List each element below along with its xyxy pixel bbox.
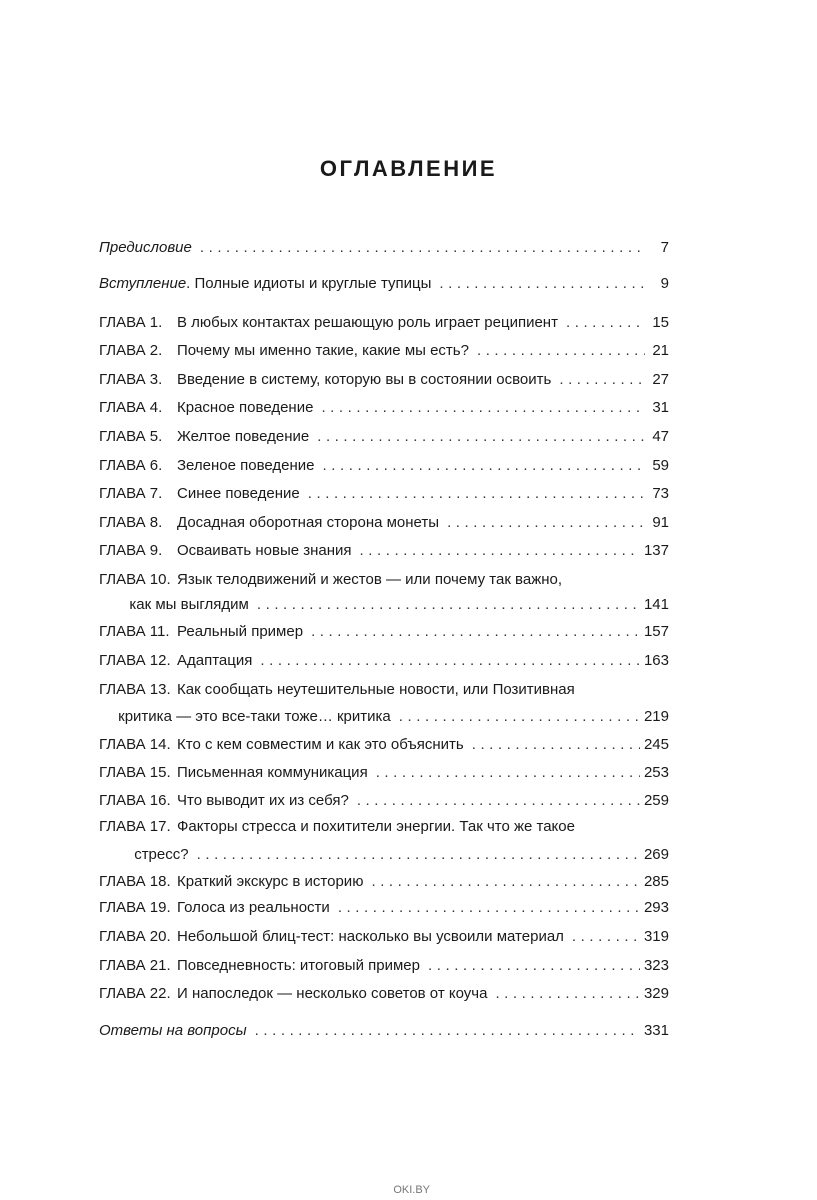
page-number: 245 <box>643 736 669 753</box>
page-number: 319 <box>643 928 669 945</box>
page-number: 27 <box>652 371 669 388</box>
toc-entry[interactable] <box>99 813 669 840</box>
toc-entry[interactable] <box>99 509 669 536</box>
dot-leader <box>321 394 645 421</box>
dot-leader <box>559 366 645 393</box>
chapter-number: ГЛАВА 20. <box>99 928 171 945</box>
chapter-title: Досадная оборотная сторона монеты <box>177 514 440 531</box>
toc-entry-title <box>99 480 300 507</box>
dot-leader <box>371 868 640 895</box>
toc-entry-title <box>99 566 562 593</box>
toc-entry-title <box>99 813 575 840</box>
toc-entry-title <box>99 509 439 536</box>
page-number: 163 <box>643 652 669 669</box>
toc-entry-continuation[interactable] <box>99 841 669 868</box>
page-number: 91 <box>652 514 669 531</box>
page-number: 331 <box>643 1022 669 1039</box>
page-title: ОГЛАВЛЕНИЕ <box>319 156 498 181</box>
chapter-title: Письменная коммуникация <box>177 764 368 781</box>
toc-entry-title <box>99 952 420 979</box>
chapter-number: ГЛАВА 2. <box>99 342 163 359</box>
page-number: 7 <box>660 239 669 256</box>
chapter-title: Что выводит их из себя? <box>177 792 349 809</box>
dot-leader <box>477 337 645 364</box>
toc-entry[interactable] <box>99 980 669 1007</box>
page-number: 73 <box>652 485 669 502</box>
section-name: Ответы на вопросы <box>99 1022 247 1039</box>
chapter-title: Кто с кем совместим и как это объяснить <box>177 736 464 753</box>
page-number: 285 <box>643 873 669 890</box>
toc-entry-title <box>99 309 558 336</box>
toc-entry-title <box>99 337 469 364</box>
toc-entry[interactable] <box>99 537 669 564</box>
chapter-title: И напоследок — несколько советов от коуча <box>177 985 488 1002</box>
chapter-number: ГЛАВА 17. <box>99 818 171 835</box>
chapter-title: Реальный пример <box>177 623 304 640</box>
chapter-title: Как сообщать неутешительные новости, или Позитивная <box>177 681 575 698</box>
toc-entry-continuation[interactable] <box>99 591 669 618</box>
chapter-title: Осваивать новые знания <box>177 542 352 559</box>
toc-entry[interactable] <box>99 894 669 921</box>
chapter-number: ГЛАВА 11. <box>99 623 170 640</box>
chapter-title: Синее поведение <box>177 485 300 502</box>
chapter-title-continued: стресс? <box>134 846 189 863</box>
toc-entry-title <box>99 618 303 645</box>
toc-entry[interactable] <box>99 270 669 297</box>
dot-leader <box>439 270 645 297</box>
toc-entry-title <box>99 894 330 921</box>
chapter-number: ГЛАВА 12. <box>99 652 171 669</box>
toc-entry-title <box>99 452 315 479</box>
dot-leader <box>311 618 640 645</box>
toc-entry[interactable] <box>99 952 669 979</box>
chapter-number: ГЛАВА 6. <box>99 457 163 474</box>
page-number: 269 <box>643 846 669 863</box>
chapter-number: ГЛАВА 18. <box>99 873 171 890</box>
dot-leader <box>200 234 645 261</box>
chapter-number: ГЛАВА 16. <box>99 792 171 809</box>
toc-entry[interactable] <box>99 566 669 593</box>
toc-entry-title <box>99 394 313 421</box>
dot-leader <box>447 509 645 536</box>
toc-entry[interactable] <box>99 923 669 950</box>
toc-entry[interactable] <box>99 676 669 703</box>
page-number: 47 <box>652 428 669 445</box>
dot-leader <box>428 952 640 979</box>
toc-entry[interactable] <box>99 394 669 421</box>
chapter-number: ГЛАВА 22. <box>99 985 171 1002</box>
toc-entry-title <box>99 270 431 297</box>
chapter-title: Зеленое поведение <box>177 457 315 474</box>
toc-entry[interactable] <box>99 731 669 758</box>
chapter-number: ГЛАВА 19. <box>99 899 171 916</box>
chapter-title: Небольшой блиц-тест: насколько вы усвоили материал <box>177 928 564 945</box>
toc-entry-title <box>99 647 252 674</box>
watermark: OKI.BY <box>393 1184 430 1196</box>
page-number: 323 <box>643 957 669 974</box>
chapter-title: Введение в систему, которую вы в состоянии освоить <box>177 371 552 388</box>
toc-entry-title <box>99 366 551 393</box>
chapter-title: В любых контактах решающую роль играет реципиент <box>177 314 558 331</box>
toc-entry[interactable] <box>99 480 669 507</box>
chapter-title: Красное поведение <box>177 399 314 416</box>
toc-entry[interactable] <box>99 647 669 674</box>
dot-leader <box>323 452 645 479</box>
toc-entry[interactable] <box>99 618 669 645</box>
page-number: 157 <box>643 623 669 640</box>
chapter-number: ГЛАВА 1. <box>99 314 163 331</box>
chapter-title: Язык телодвижений и жестов — или почему так важно, <box>177 571 563 588</box>
page-number: 253 <box>643 764 669 781</box>
toc-entry-title <box>99 759 368 786</box>
toc-entry-title <box>99 234 192 261</box>
chapter-title: Повседневность: итоговый пример <box>177 957 420 974</box>
chapter-number: ГЛАВА 4. <box>99 399 163 416</box>
toc-entry[interactable] <box>99 423 669 450</box>
section-name: Предисловие <box>99 239 192 256</box>
dot-leader <box>308 480 645 507</box>
toc-entry-title <box>99 923 564 950</box>
toc-entry-title <box>99 787 349 814</box>
page-number: 21 <box>652 342 669 359</box>
chapter-number: ГЛАВА 21. <box>99 957 171 974</box>
toc-entry[interactable] <box>99 787 669 814</box>
chapter-title: Краткий экскурс в историю <box>177 873 364 890</box>
toc-entry-title <box>99 868 363 895</box>
chapter-number: ГЛАВА 14. <box>99 736 171 753</box>
chapter-title: . Полные идиоты и круглые тупицы <box>186 275 432 292</box>
dot-leader <box>376 759 640 786</box>
dot-leader <box>566 309 645 336</box>
dot-leader <box>399 703 640 730</box>
toc-entry[interactable] <box>99 309 669 336</box>
page-number: 259 <box>643 792 669 809</box>
dot-leader <box>197 841 640 868</box>
dot-leader <box>495 980 640 1007</box>
toc-entry[interactable] <box>99 452 669 479</box>
dot-leader <box>472 731 640 758</box>
page-number: 31 <box>652 399 669 416</box>
chapter-number: ГЛАВА 10. <box>99 571 171 588</box>
chapter-title: Почему мы именно такие, какие мы есть? <box>177 342 469 359</box>
dot-leader <box>360 537 640 564</box>
chapter-number: ГЛАВА 5. <box>99 428 163 445</box>
chapter-number: ГЛАВА 7. <box>99 485 163 502</box>
toc-entry[interactable] <box>99 1017 669 1044</box>
chapter-number: ГЛАВА 9. <box>99 542 163 559</box>
toc-entry-title <box>99 537 352 564</box>
page-number: 9 <box>660 275 669 292</box>
page-number: 59 <box>652 457 669 474</box>
page-number: 219 <box>643 708 669 725</box>
toc-entry-title <box>99 1017 247 1044</box>
section-name: Вступление <box>99 275 187 292</box>
toc-entry[interactable] <box>99 234 669 261</box>
toc-entry-title <box>99 731 464 758</box>
dot-leader <box>257 591 640 618</box>
chapter-title-continued: критика — это все-таки тоже… критика <box>118 708 391 725</box>
chapter-title: Голоса из реальности <box>177 899 330 916</box>
page-number: 15 <box>652 314 669 331</box>
chapter-number: ГЛАВА 13. <box>99 681 171 698</box>
dot-leader <box>255 1017 640 1044</box>
toc-entry-title <box>99 980 487 1007</box>
dot-leader <box>572 923 640 950</box>
chapter-title: Адаптация <box>177 652 253 669</box>
chapter-title-continued: как мы выглядим <box>129 596 249 613</box>
chapter-number: ГЛАВА 3. <box>99 371 163 388</box>
toc-entry-title <box>99 423 309 450</box>
chapter-number: ГЛАВА 15. <box>99 764 171 781</box>
chapter-title: Желтое поведение <box>177 428 310 445</box>
dot-leader <box>260 647 640 674</box>
toc-entry[interactable] <box>99 366 669 393</box>
dot-leader <box>338 894 640 921</box>
toc-entry[interactable] <box>99 759 669 786</box>
toc-entry[interactable] <box>99 868 669 895</box>
toc-entry[interactable] <box>99 337 669 364</box>
page-number: 293 <box>643 899 669 916</box>
page-number: 329 <box>643 985 669 1002</box>
chapter-number: ГЛАВА 8. <box>99 514 163 531</box>
dot-leader <box>357 787 640 814</box>
toc-entry-continuation[interactable] <box>99 703 669 730</box>
dot-leader <box>317 423 645 450</box>
page-number: 137 <box>643 542 669 559</box>
toc-entry-title <box>99 676 575 703</box>
chapter-title: Факторы стресса и похитители энергии. Так что же такое <box>177 818 575 835</box>
page-number: 141 <box>643 596 669 613</box>
